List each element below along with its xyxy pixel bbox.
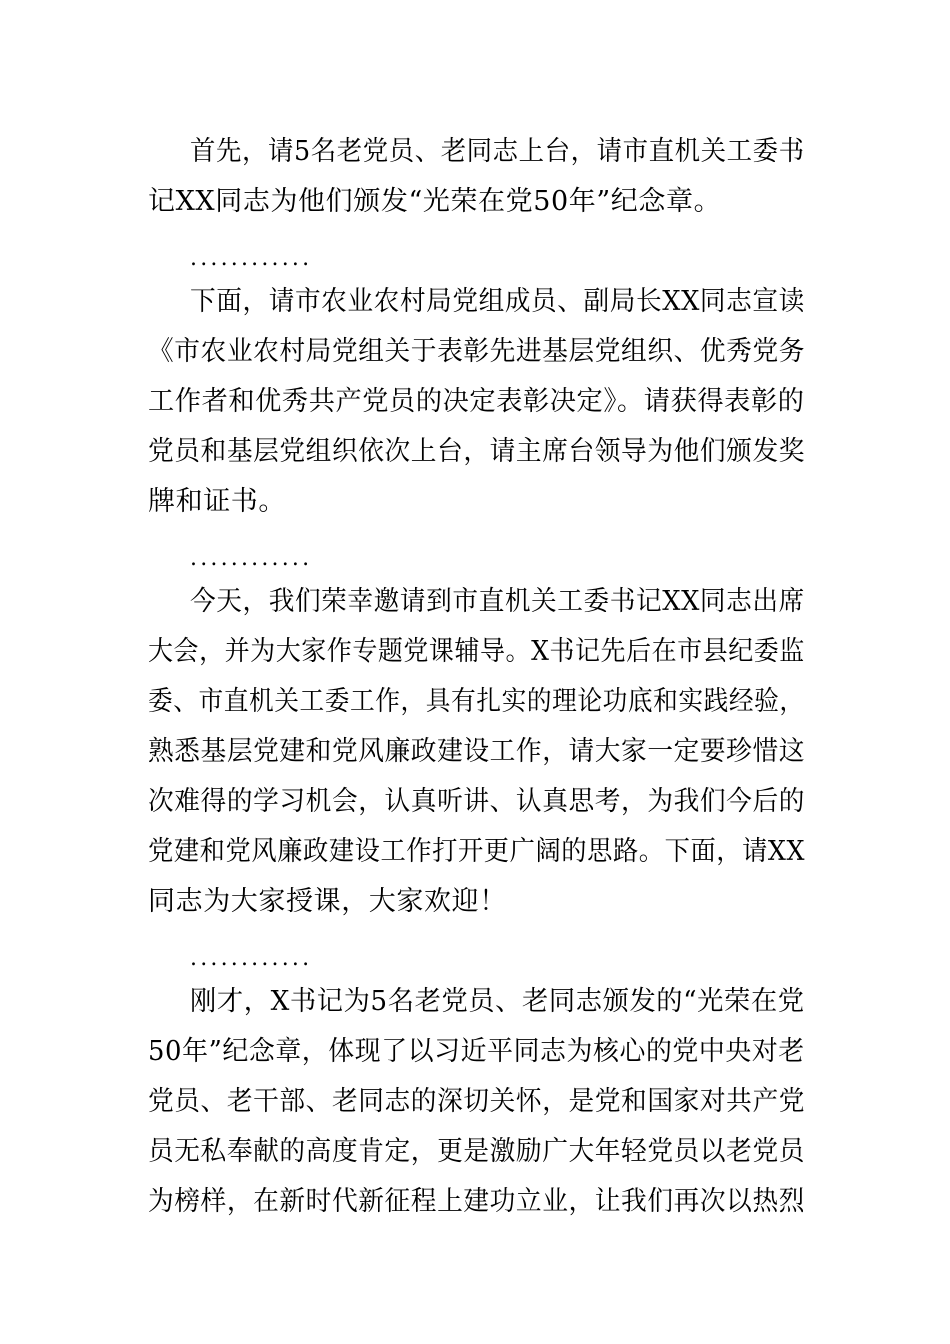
separator-dots-2: ............ (190, 546, 313, 571)
paragraph-4-line-1: 刚才，X书记为5名老党员、老同志颁发的“光荣在党 (190, 986, 805, 1017)
separator-dots-3: ............ (190, 946, 313, 971)
paragraph-3-line-7: 同志为大家授课，大家欢迎！ (148, 886, 507, 917)
paragraph-1-line-1: 首先，请5名老党员、老同志上台，请市直机关工委书 (190, 136, 805, 167)
paragraph-2-line-4: 党员和基层党组织依次上台，请主席台领导为他们颁发奖 (148, 436, 805, 467)
paragraph-3-line-1: 今天，我们荣幸邀请到市直机关工委书记XX同志出席 (190, 586, 805, 617)
paragraph-4-line-2: 50年”纪念章，体现了以习近平同志为核心的党中央对老 (148, 1036, 805, 1067)
paragraph-2-line-2: 《市农业农村局党组关于表彰先进基层党组织、优秀党务 (148, 336, 805, 367)
paragraph-2-line-5: 牌和证书。 (148, 486, 286, 517)
paragraph-2-line-1: 下面，请市农业农村局党组成员、副局长XX同志宣读 (190, 286, 805, 317)
paragraph-2-line-3: 工作者和优秀共产党员的决定表彰决定》。请获得表彰的 (148, 386, 805, 417)
paragraph-3-line-2: 大会，并为大家作专题党课辅导。X书记先后在市县纪委监 (148, 636, 805, 667)
paragraph-4-line-5: 为榜样，在新时代新征程上建功立业，让我们再次以热烈 (148, 1186, 805, 1217)
paragraph-3-line-6: 党建和党风廉政建设工作打开更广阔的思路。下面，请XX (148, 836, 806, 867)
paragraph-3-line-4: 熟悉基层党建和党风廉政建设工作，请大家一定要珍惜这 (148, 736, 805, 767)
paragraph-4-line-4: 员无私奉献的高度肯定，更是激励广大年轻党员以老党员 (148, 1136, 805, 1167)
paragraph-3-line-5: 次难得的学习机会，认真听讲、认真思考，为我们今后的 (148, 786, 805, 817)
separator-dots-1: ............ (190, 246, 313, 271)
paragraph-3-line-3: 委、市直机关工委工作，具有扎实的理论功底和实践经验， (148, 686, 805, 717)
paragraph-1-line-2: 记XX同志为他们颁发“光荣在党50年”纪念章。 (148, 186, 722, 217)
paragraph-4-line-3: 党员、老干部、老同志的深切关怀，是党和国家对共产党 (148, 1086, 805, 1117)
